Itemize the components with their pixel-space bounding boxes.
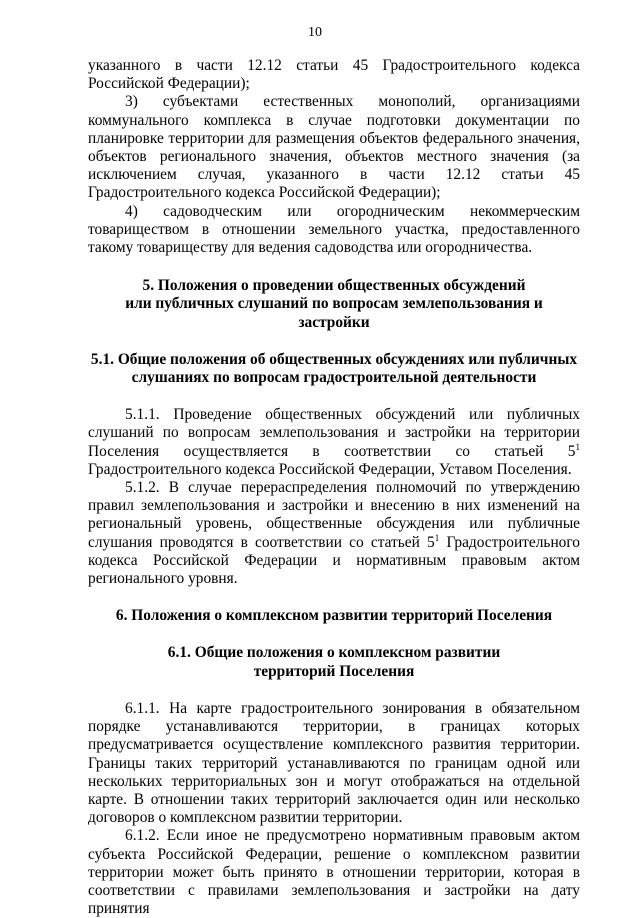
paragraph-6-1-2: 6.1.2. Если иное не предусмотрено нормативным правовым актом субъекта Российской Федерации, решение о комплексном развитии территории может быть принято в отношении территории, которая в соответствии с правилами землепользования и застройки на дату принятия <box>88 827 580 918</box>
paragraph-5-1-1-tail: Градостроительного кодекса Российской Федерации, Уставом Поселения. <box>88 460 572 478</box>
list-item-3: 3) субъектами естественных монополий, организациями коммунального комплекса в случае подготовки документации по планировке территории для размещения объектов федерального значения, объектов регионального значения, объектов местного значения (за исключением случая, указанного в части 12.12 статьи 45 Градостроительного кодекса Российской Федерации); <box>88 93 580 202</box>
subsection-6-1-heading-line-1: 6.1. Общие положения о комплексном развитии <box>167 644 501 662</box>
section-5-heading-line-1: 5. Положения о проведении общественных обсуждений <box>142 277 526 295</box>
paragraph-5-1-1 <box>88 406 580 479</box>
section-5-heading-line-2: или публичных слушаний по вопросам землепользования и застройки <box>125 295 543 331</box>
paragraph-5-1-2-tail: Градостроительного кодекса Российской Федерации и нормативным правовым актом регионального уровня. <box>88 533 580 588</box>
superscript-1: 1 <box>434 532 440 543</box>
subsection-6-1-heading-line-2: территорий Поселения <box>253 662 415 680</box>
section-5-heading <box>88 277 580 332</box>
page-number: 10 <box>308 25 322 40</box>
paragraph-5-1-1-text: 5.1.1. Проведение общественных обсуждений или публичных слушаний по вопросам землепользования и застройки на территории Поселения осуществляется в соответствии со статьей 5 <box>88 406 580 460</box>
subsection-5-1-heading-line-1: 5.1. Общие положения об общественных обсуждениях или публичных <box>90 350 578 368</box>
paragraph-5-1-2-text: 5.1.2. В случае перераспределения полномочий по утверждению правил землепользования и застройки и внесению в них изменений на региональный уровень, общественные обсуждения или публичные слушания проводятся в соответствии со статьей 5 <box>88 479 580 551</box>
subsection-5-1-heading <box>88 351 580 387</box>
section-6-heading: 6. Положения о комплексном развитии территорий Поселения <box>115 607 553 625</box>
superscript-1: 1 <box>575 441 580 452</box>
subsection-5-1-heading-line-2: слушаниях по вопросам градостроительной деятельности <box>131 369 537 387</box>
paragraph-continuation: указанного в части 12.12 статьи 45 Градостроительного кодекса Российской Федерации); <box>88 57 580 93</box>
list-item-4: 4) садоводческим или огородническим некоммерческим товариществом в отношении земельного участка, предоставленного такому товариществу для ведения садоводства или огородничества. <box>88 202 580 257</box>
document-body <box>88 57 580 918</box>
paragraph-6-1-1: 6.1.1. На карте градостроительного зонирования в обязательном порядке устанавливаются территории, в границах которых предусматривается осуществление комплексного развития территории. Границы таких территорий устанавливаются по границам одной или нескольких территориальных зон и могут отображаться на отдельной карте. В отношении таких территорий заключается один или несколько договоров о комплексном развитии территории. <box>88 699 580 827</box>
paragraph-5-1-2 <box>88 479 580 588</box>
subsection-6-1-heading <box>88 644 580 680</box>
